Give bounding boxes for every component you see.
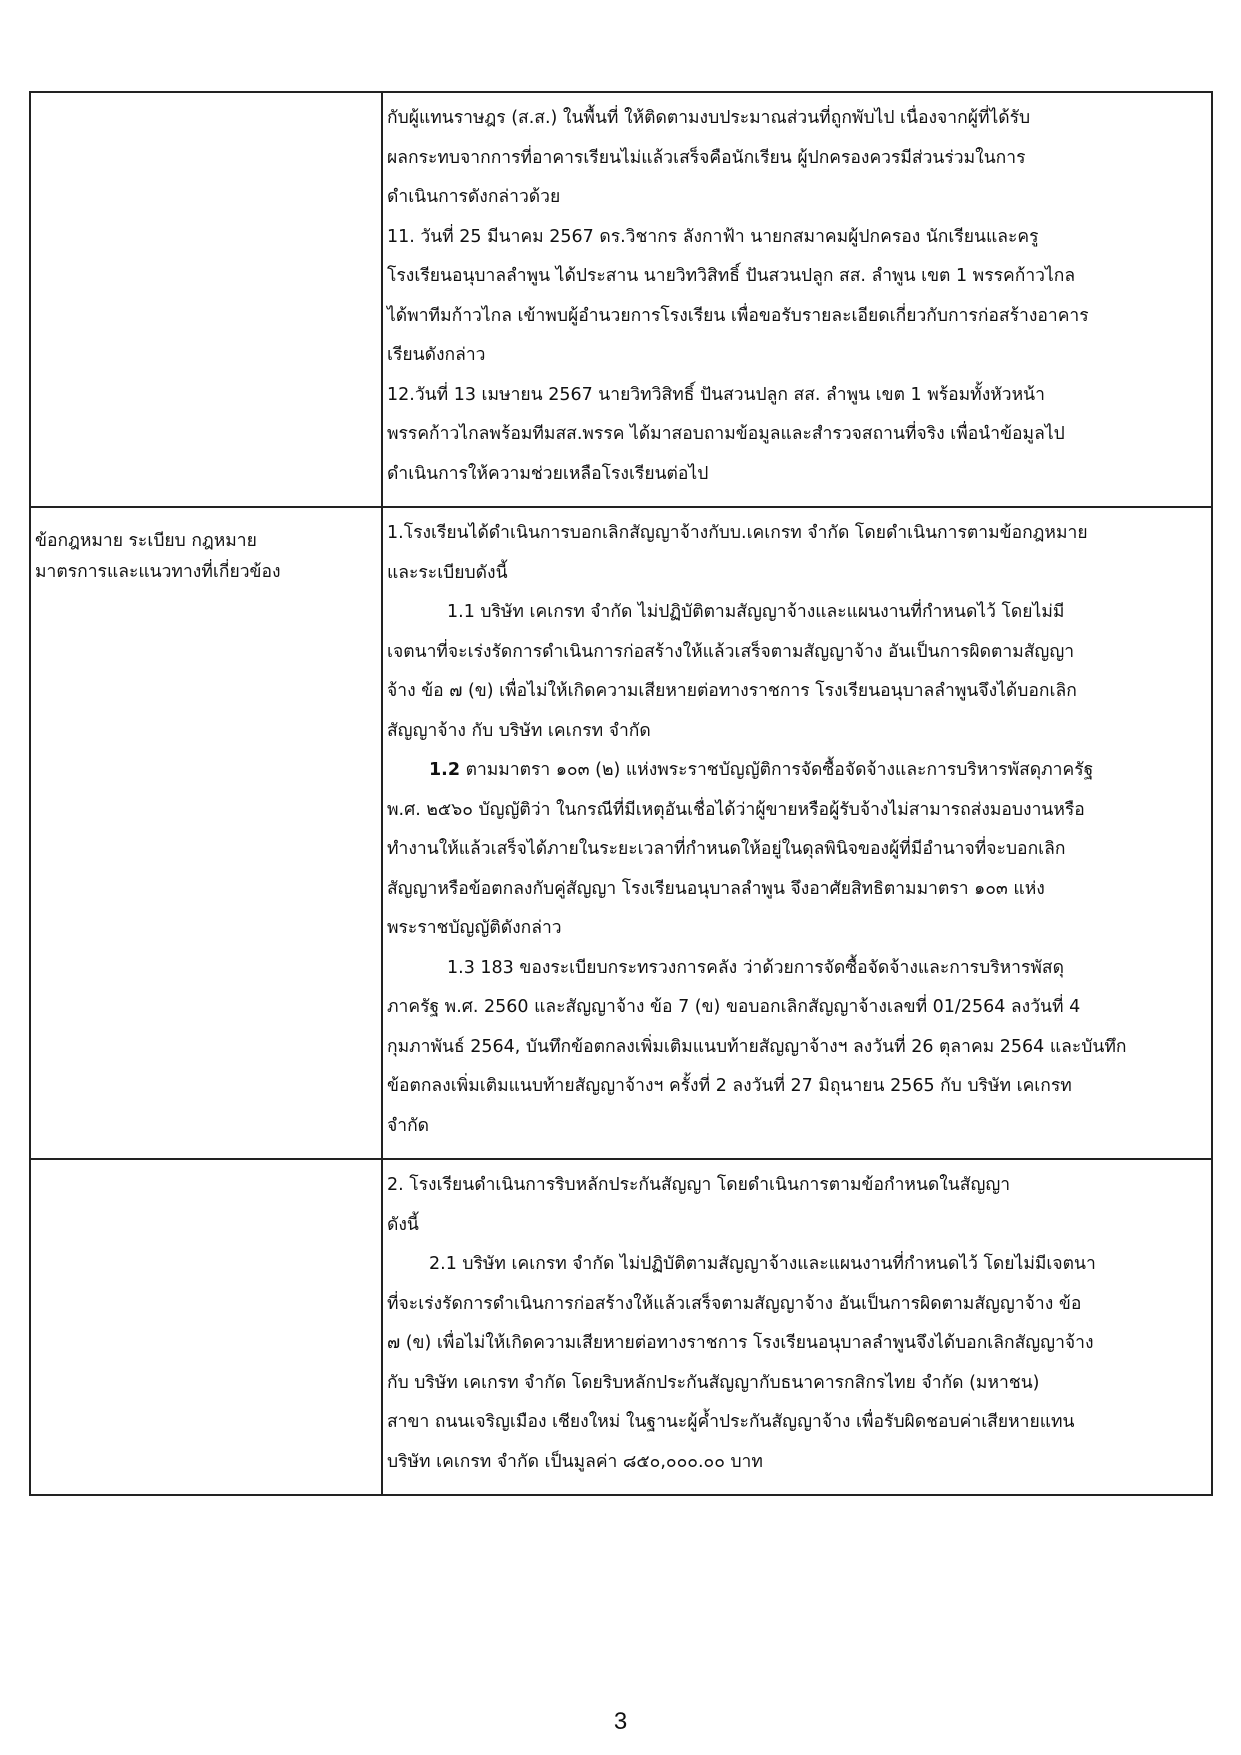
item-number: 1.2 (429, 760, 461, 780)
table-row (30, 507, 1212, 1159)
text-line-content: สัญญาจ้าง กับ บริษัท เคเกรท จำกัด (387, 720, 651, 741)
table-row (30, 1159, 1212, 1495)
detail-content (383, 93, 1211, 506)
table-row (30, 92, 1212, 507)
text-line (387, 1206, 1207, 1246)
text-line (387, 988, 1207, 1028)
table-body (30, 92, 1212, 1495)
topic-cell (30, 1159, 382, 1495)
text-line-content: จ้าง ข้อ ๗ (ข) เพื่อไม่ให้เกิดความเสียหายต่อทางราชการ โรงเรียนอนุบาลลำพูนจึงได้บอกเลิก (387, 681, 1077, 701)
text-line (387, 336, 1207, 376)
text-line-content: พรรคก้าวไกลพร้อมทีมสส.พรรค ได้มาสอบถามข้อมูลและสำรวจสถานที่จริง เพื่อนำข้อมูลไป (387, 424, 1065, 444)
text-line-content: เจตนาที่จะเร่งรัดการดำเนินการก่อสร้างให้แล้วเสร็จตามสัญญาจ้าง อันเป็นการผิดตามสัญญา (387, 641, 1075, 662)
detail-content (383, 1160, 1211, 1494)
topic-cell (30, 507, 382, 1159)
text-line-content: 1.1 บริษัท เคเกรท จำกัด ไม่ปฏิบัติตามสัญญาจ้างและแผนงานที่กำหนดไว้ โดยไม่มี (447, 602, 1065, 622)
text-line (387, 554, 1207, 594)
text-line-content: ที่จะเร่งรัดการดำเนินการก่อสร้างให้แล้วเสร็จตามสัญญาจ้าง อันเป็นการผิดตามสัญญาจ้าง ข้อ (387, 1293, 1082, 1314)
text-line-content: จำกัด (387, 1115, 430, 1136)
text-line (387, 1166, 1207, 1206)
text-line (387, 376, 1207, 416)
text-line (387, 139, 1207, 179)
text-line (387, 415, 1207, 455)
text-line (387, 949, 1207, 989)
text-line-content: สัญญาหรือข้อตกลงกับคู่สัญญา โรงเรียนอนุบาลลำพูน จึงอาศัยสิทธิตามมาตรา ๑๐๓ แห่ง (387, 878, 1045, 899)
text-line-content: ทำงานให้แล้วเสร็จได้ภายในระยะเวลาที่กำหนดให้อยู่ในดุลพินิจของผู้ที่มีอำนาจที่จะบอกเลิก (387, 839, 1066, 859)
text-line (387, 99, 1207, 139)
text-line-content: บริษัท เคเกรท จำกัด เป็นมูลค่า ๘๕๐,๐๐๐.๐๐ บาท (387, 1451, 763, 1472)
text-line (387, 1245, 1207, 1285)
text-line (387, 1067, 1207, 1107)
page-number: 3 (613, 1708, 628, 1735)
text-line-content: ภาครัฐ พ.ศ. 2560 และสัญญาจ้าง ข้อ 7 (ข) ขอบอกเลิกสัญญาจ้างเลขที่ 01/2564 ลงวันที่ 4 (387, 997, 1081, 1017)
text-line-content: ดำเนินการให้ความช่วยเหลือโรงเรียนต่อไป (387, 463, 709, 484)
text-line-content: โรงเรียนอนุบาลลำพูน ได้ประสาน นายวิทวิสิทธิ์ ปันสวนปลูก สส. ลำพูน เขต 1 พรรคก้าวไกล (387, 266, 1076, 286)
text-line-content: กุมภาพันธ์ 2564, บันทึกข้อตกลงเพิ่มเติมแนบท้ายสัญญาจ้างฯ ลงวันที่ 26 ตุลาคม 2564 และบันทึก (387, 1036, 1127, 1057)
text-line-content: และระเบียบดังนี้ (387, 562, 508, 583)
text-line (387, 909, 1207, 949)
text-line-content: 11. วันที่ 25 มีนาคม 2567 ดร.วิชากร ลังกาฟ้า นายกสมาคมผู้ปกครอง นักเรียนและครู (387, 226, 1039, 247)
text-line-content: พระราชบัญญัติดังกล่าว (387, 918, 562, 938)
text-line-content: เรียนดังกล่าว (387, 345, 486, 365)
text-line (387, 455, 1207, 495)
text-line (387, 712, 1207, 752)
text-line (387, 514, 1207, 554)
text-line (387, 257, 1207, 297)
detail-cell (382, 1159, 1212, 1495)
text-line-content: สาขา ถนนเจริญเมือง เชียงใหม่ ในฐานะผู้ค้ำประกันสัญญาจ้าง เพื่อรับผิดชอบค่าเสียหายแทน (387, 1412, 1075, 1432)
document-table (29, 91, 1213, 1496)
text-line (387, 1028, 1207, 1068)
detail-cell (382, 507, 1212, 1159)
topic-label-line: ข้อกฎหมาย ระเบียบ กฎหมาย (35, 531, 257, 551)
text-line (387, 593, 1207, 633)
text-line (387, 633, 1207, 673)
text-line (387, 1403, 1207, 1443)
text-line (387, 1364, 1207, 1404)
text-line (387, 830, 1207, 870)
detail-content (383, 508, 1211, 1158)
text-line (387, 791, 1207, 831)
topic-label (31, 508, 381, 588)
detail-cell (382, 92, 1212, 507)
text-line (387, 1324, 1207, 1364)
text-line (387, 672, 1207, 712)
text-line-content: กับผู้แทนราษฎร (ส.ส.) ในพื้นที่ ให้ติดตามงบประมาณส่วนที่ถูกพับไป เนื่องจากผู้ที่ได้รับ (387, 108, 1031, 128)
text-line-content: ดังนี้ (387, 1214, 419, 1235)
text-line (387, 1107, 1207, 1147)
text-line (387, 297, 1207, 337)
text-line (387, 870, 1207, 910)
topic-label-line: มาตรการและแนวทางที่เกี่ยวข้อง (35, 562, 281, 582)
text-line-content: 1.3 183 ของระเบียบกระทรวงการคลัง ว่าด้วยการจัดซื้อจัดจ้างและการบริหารพัสดุ (447, 957, 1064, 978)
text-line-content: ๗ (ข) เพื่อไม่ให้เกิดความเสียหายต่อทางราชการ โรงเรียนอนุบาลลำพูนจึงได้บอกเลิกสัญญาจ้าง (387, 1333, 1094, 1353)
topic-label (31, 93, 381, 111)
text-line-content: ได้พาทีมก้าวไกล เข้าพบผู้อำนวยการโรงเรียน เพื่อขอรับรายละเอียดเกี่ยวกับการก่อสร้างอาคาร (387, 305, 1089, 326)
text-line-content: 1.โรงเรียนได้ดำเนินการบอกเลิกสัญญาจ้างกับบ.เคเกรท จำกัด โดยดำเนินการตามข้อกฎหมาย (387, 523, 1088, 543)
text-line-content: 2. โรงเรียนดำเนินการริบหลักประกันสัญญา โดยดำเนินการตามข้อกำหนดในสัญญา (387, 1175, 1011, 1195)
text-line (387, 218, 1207, 258)
text-line-content: ผลกระทบจากการที่อาคารเรียนไม่แล้วเสร็จคือนักเรียน ผู้ปกครองควรมีส่วนร่วมในการ (387, 147, 1026, 168)
topic-label (31, 1160, 381, 1178)
text-line-content: กับ บริษัท เคเกรท จำกัด โดยริบหลักประกันสัญญากับธนาคารกสิกรไทย จำกัด (มหาชน) (387, 1372, 1040, 1393)
text-line (387, 178, 1207, 218)
topic-cell (30, 92, 382, 507)
text-line-content: ข้อตกลงเพิ่มเติมแนบท้ายสัญญาจ้างฯ ครั้งที่ 2 ลงวันที่ 27 มิถุนายน 2565 กับ บริษัท เคเกรท (387, 1076, 1072, 1096)
text-line-content: 2.1 บริษัท เคเกรท จำกัด ไม่ปฏิบัติตามสัญญาจ้างและแผนงานที่กำหนดไว้ โดยไม่มีเจตนา (429, 1254, 1096, 1274)
text-line-content: พ.ศ. ๒๕๖๐ บัญญัติว่า ในกรณีที่มีเหตุอันเชื่อได้ว่าผู้ขายหรือผู้รับจ้างไม่สามารถส่งมอบงานหรือ (387, 799, 1085, 820)
text-line (387, 751, 1207, 791)
text-line (387, 1443, 1207, 1483)
text-line-content: ตามมาตรา ๑๐๓ (๒) แห่งพระราชบัญญัติการจัดซื้อจัดจ้างและการบริหารพัสดุภาครัฐ (460, 760, 1094, 780)
text-line (387, 1285, 1207, 1325)
text-line-content: ดำเนินการดังกล่าวด้วย (387, 187, 561, 207)
text-line-content: 12.วันที่ 13 เมษายน 2567 นายวิทวิสิทธิ์ ปันสวนปลูก สส. ลำพูน เขต 1 พร้อมทั้งหัวหน้า (387, 384, 1045, 405)
